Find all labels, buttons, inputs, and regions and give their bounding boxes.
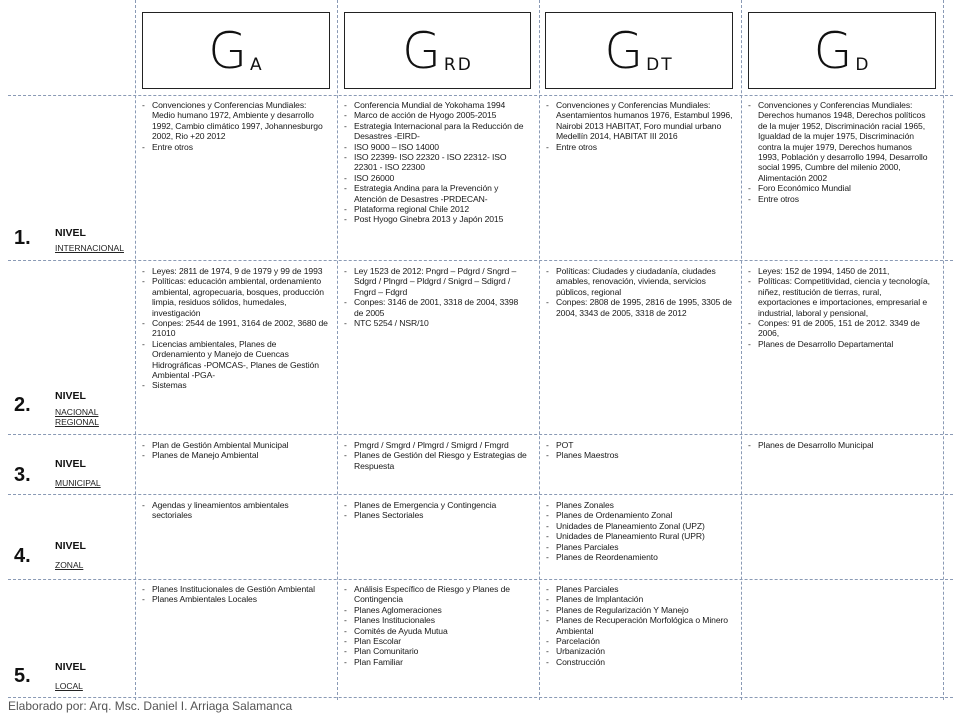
level-2-title: NIVEL	[55, 390, 86, 402]
list-item: - Planes Parciales	[545, 542, 733, 552]
list-item: - Políticas: Competitividad, ciencia y tecnología, niñez, restitución de tierras, rural, exportaciones e importaciones, empresarial e industrial, laboral y pensional,	[747, 276, 935, 318]
header-grd	[344, 12, 531, 89]
cell-list	[343, 440, 529, 471]
header-grd-letter: G	[402, 21, 442, 80]
cell-list	[747, 266, 935, 349]
list-item: - Planes Sectoriales	[343, 510, 529, 520]
list-item: - Plataforma regional Chile 2012	[343, 204, 529, 214]
cell-level1-gdt	[545, 100, 733, 152]
list-item: - Conpes: 3146 de 2001, 3318 de 2004, 3398 de 2005	[343, 297, 529, 318]
list-item: - Planes de Emergencia y Contingencia	[343, 500, 529, 510]
cell-list	[141, 266, 329, 391]
list-item: - Planes Aglomeraciones	[343, 605, 529, 615]
header-ga-sub: A	[250, 54, 264, 75]
cell-list	[747, 440, 935, 450]
list-item: - Plan de Gestión Ambiental Municipal	[141, 440, 329, 450]
list-item: - Construcción	[545, 657, 733, 667]
cell-list	[141, 100, 329, 152]
header-gd	[748, 12, 936, 89]
header-gd-letter: G	[813, 21, 854, 80]
list-item: - Entre otros	[141, 142, 329, 152]
cell-level3-grd	[343, 440, 529, 471]
list-item: - NTC 5254 / NSR/10	[343, 318, 529, 328]
grid-hline	[8, 434, 953, 435]
list-item: - Leyes: 152 de 1994, 1450 de 2011,	[747, 266, 935, 276]
list-item: - Planes Zonales	[545, 500, 733, 510]
list-item: - Post Hyogo Ginebra 2013 y Japón 2015	[343, 214, 529, 224]
list-item: - Agendas y lineamientos ambientales sectoriales	[141, 500, 329, 521]
level-1-subtitle: INTERNACIONAL	[55, 243, 124, 253]
grid-hline	[8, 95, 953, 96]
grid-vline	[539, 0, 540, 700]
grid-vline	[943, 0, 944, 700]
level-1-title: NIVEL	[55, 227, 86, 239]
cell-level4-grd	[343, 500, 529, 521]
list-item: - Conferencia Mundial de Yokohama 1994	[343, 100, 529, 110]
list-item: - Leyes: 2811 de 1974, 9 de 1979 y 99 de 1993	[141, 266, 329, 276]
list-item: - Conpes: 2544 de 1991, 3164 de 2002, 3680 de 21010	[141, 318, 329, 339]
list-item: - Ley 1523 de 2012: Pngrd – Pdgrd / Sngrd – Sdgrd / Plngrd – Pldgrd / Snigrd – Sdigrd / Fngrd – Fdgrd	[343, 266, 529, 297]
header-ga-letter: G	[208, 21, 249, 80]
cell-level5-ga	[141, 584, 329, 605]
list-item: - Planes Parciales	[545, 584, 733, 594]
list-item: - Sistemas	[141, 380, 329, 390]
footer-credit: Elaborado por: Arq. Msc. Daniel I. Arriaga Salamanca	[8, 699, 293, 713]
grid-vline	[337, 0, 338, 700]
cell-list	[545, 584, 733, 667]
level-3-title: NIVEL	[55, 458, 86, 470]
cell-list	[343, 266, 529, 328]
list-item: - Políticas: Ciudades y ciudadanía, ciudades amables, renovación, vivienda, servicios públicos, regional	[545, 266, 733, 297]
cell-list	[545, 100, 733, 152]
cell-level4-ga	[141, 500, 329, 521]
list-item: - Planes de Regularización Y Manejo	[545, 605, 733, 615]
list-item: - Convenciones y Conferencias Mundiales: Derechos humanos 1948, Derechos políticos de la mujer 1952, Discriminación racial 1965, Igualdad de la mujer 1975, Discriminación contra la mujer 1979, Derechos humanos 1993, Población y desarrollo 1994, Desarrollo social 1995, Cumbre del milenio 2000, Alimentación 2002	[747, 100, 935, 183]
list-item: - Convenciones y Conferencias Mundiales: Asentamientos humanos 1976, Estambul 1996, Nairobi 2013 HABITAT, Foro mundial urbano Medellín 2014, HABITAT III 2016	[545, 100, 733, 142]
cell-level1-grd	[343, 100, 529, 225]
grid-vline	[135, 0, 136, 700]
header-gd-sub: D	[855, 54, 871, 75]
cell-level5-gdt	[545, 584, 733, 667]
cell-level2-grd	[343, 266, 529, 328]
cell-level1-gd	[747, 100, 935, 204]
cell-level2-gd	[747, 266, 935, 349]
cell-list	[545, 500, 733, 562]
header-gdt-sub: DT	[646, 54, 674, 75]
level-1-number: 1.	[14, 227, 31, 249]
list-item: - Planes de Implantación	[545, 594, 733, 604]
list-item: - Parcelación	[545, 636, 733, 646]
grid-hline	[8, 579, 953, 580]
cell-level3-ga	[141, 440, 329, 461]
list-item: - Unidades de Planeamiento Zonal (UPZ)	[545, 521, 733, 531]
cell-list	[545, 440, 733, 461]
list-item: - Planes de Manejo Ambiental	[141, 450, 329, 460]
level-2-number: 2.	[14, 394, 31, 416]
list-item: - Planes Institucionales de Gestión Ambiental	[141, 584, 329, 594]
list-item: - Pmgrd / Smgrd / Plmgrd / Smigrd / Fmgrd	[343, 440, 529, 450]
list-item: - Planes Ambientales Locales	[141, 594, 329, 604]
list-item: - Plan Comunitario	[343, 646, 529, 656]
list-item: - Planes Maestros	[545, 450, 733, 460]
list-item: - Planes de Desarrollo Municipal	[747, 440, 935, 450]
level-2-subtitle: NACIONAL REGIONAL	[55, 407, 99, 427]
cell-level4-gdt	[545, 500, 733, 562]
level-5-number: 5.	[14, 665, 31, 687]
level-3-number: 3.	[14, 464, 31, 486]
list-item: - Convenciones y Conferencias Mundiales: Medio humano 1972, Ambiente y desarrollo 1992, Cambio climático 1997, Johannesburgo 2002, Rio +20 2012	[141, 100, 329, 142]
list-item: - Comités de Ayuda Mutua	[343, 626, 529, 636]
cell-level5-grd	[343, 584, 529, 667]
cell-level3-gd	[747, 440, 935, 450]
header-grd-sub: RD	[443, 54, 473, 75]
list-item: - Licencias ambientales, Planes de Ordenamiento y Manejo de Cuencas Hidrográficas -POMCAS-, Planes de Gestión Ambiental -PGA-	[141, 339, 329, 381]
cell-list	[747, 100, 935, 204]
grid-hline	[8, 260, 953, 261]
header-gdt-letter: G	[604, 21, 645, 80]
list-item: - Foro Económico Mundial	[747, 183, 935, 193]
list-item: - ISO 26000	[343, 173, 529, 183]
list-item: - Planes de Gestión del Riesgo y Estrategias de Respuesta	[343, 450, 529, 471]
list-item: - Políticas: educación ambiental, ordenamiento ambiental, agropecuaria, bosques, producción limpia, residuos sólidos, humedales, investigación	[141, 276, 329, 318]
level-5-subtitle: LOCAL	[55, 681, 83, 691]
list-item: - Plan Familiar	[343, 657, 529, 667]
list-item: - Entre otros	[545, 142, 733, 152]
list-item: - Urbanización	[545, 646, 733, 656]
header-gdt	[545, 12, 733, 89]
list-item: - Planes Institucionales	[343, 615, 529, 625]
list-item: - Plan Escolar	[343, 636, 529, 646]
level-4-subtitle: ZONAL	[55, 560, 84, 570]
list-item: - Conpes: 91 de 2005, 151 de 2012. 3349 de 2006,	[747, 318, 935, 339]
list-item: - ISO 9000 – ISO 14000	[343, 142, 529, 152]
cell-level2-gdt	[545, 266, 733, 318]
cell-level1-ga	[141, 100, 329, 152]
list-item: - Planes de Desarrollo Departamental	[747, 339, 935, 349]
cell-list	[141, 500, 329, 521]
grid-hline	[8, 494, 953, 495]
grid-vline	[741, 0, 742, 700]
list-item: - Marco de acción de Hyogo 2005-2015	[343, 110, 529, 120]
cell-list	[141, 440, 329, 461]
list-item: - Planes de Recuperación Morfológica o Minero Ambiental	[545, 615, 733, 636]
cell-list	[141, 584, 329, 605]
level-3-subtitle: MUNICIPAL	[55, 478, 101, 488]
list-item: - POT	[545, 440, 733, 450]
list-item: - ISO 22399- ISO 22320 - ISO 22312- ISO 22301 - ISO 22300	[343, 152, 529, 173]
level-4-title: NIVEL	[55, 540, 86, 552]
grid-hline	[8, 697, 953, 698]
header-ga	[142, 12, 330, 89]
cell-level3-gdt	[545, 440, 733, 461]
cell-list	[343, 584, 529, 667]
list-item: - Análisis Específico de Riesgo y Planes de Contingencia	[343, 584, 529, 605]
level-4-number: 4.	[14, 545, 31, 567]
list-item: - Unidades de Planeamiento Rural (UPR)	[545, 531, 733, 541]
cell-list	[545, 266, 733, 318]
list-item: - Planes de Ordenamiento Zonal	[545, 510, 733, 520]
list-item: - Conpes: 2808 de 1995, 2816 de 1995, 3305 de 2004, 3343 de 2005, 3318 de 2012	[545, 297, 733, 318]
level-5-title: NIVEL	[55, 661, 86, 673]
list-item: - Estrategia Internacional para la Reducción de Desastres -EIRD-	[343, 121, 529, 142]
cell-list	[343, 500, 529, 521]
list-item: - Estrategia Andina para la Prevención y Atención de Desastres -PRDECAN-	[343, 183, 529, 204]
list-item: - Entre otros	[747, 194, 935, 204]
list-item: - Planes de Reordenamiento	[545, 552, 733, 562]
cell-list	[343, 100, 529, 225]
cell-level2-ga	[141, 266, 329, 391]
